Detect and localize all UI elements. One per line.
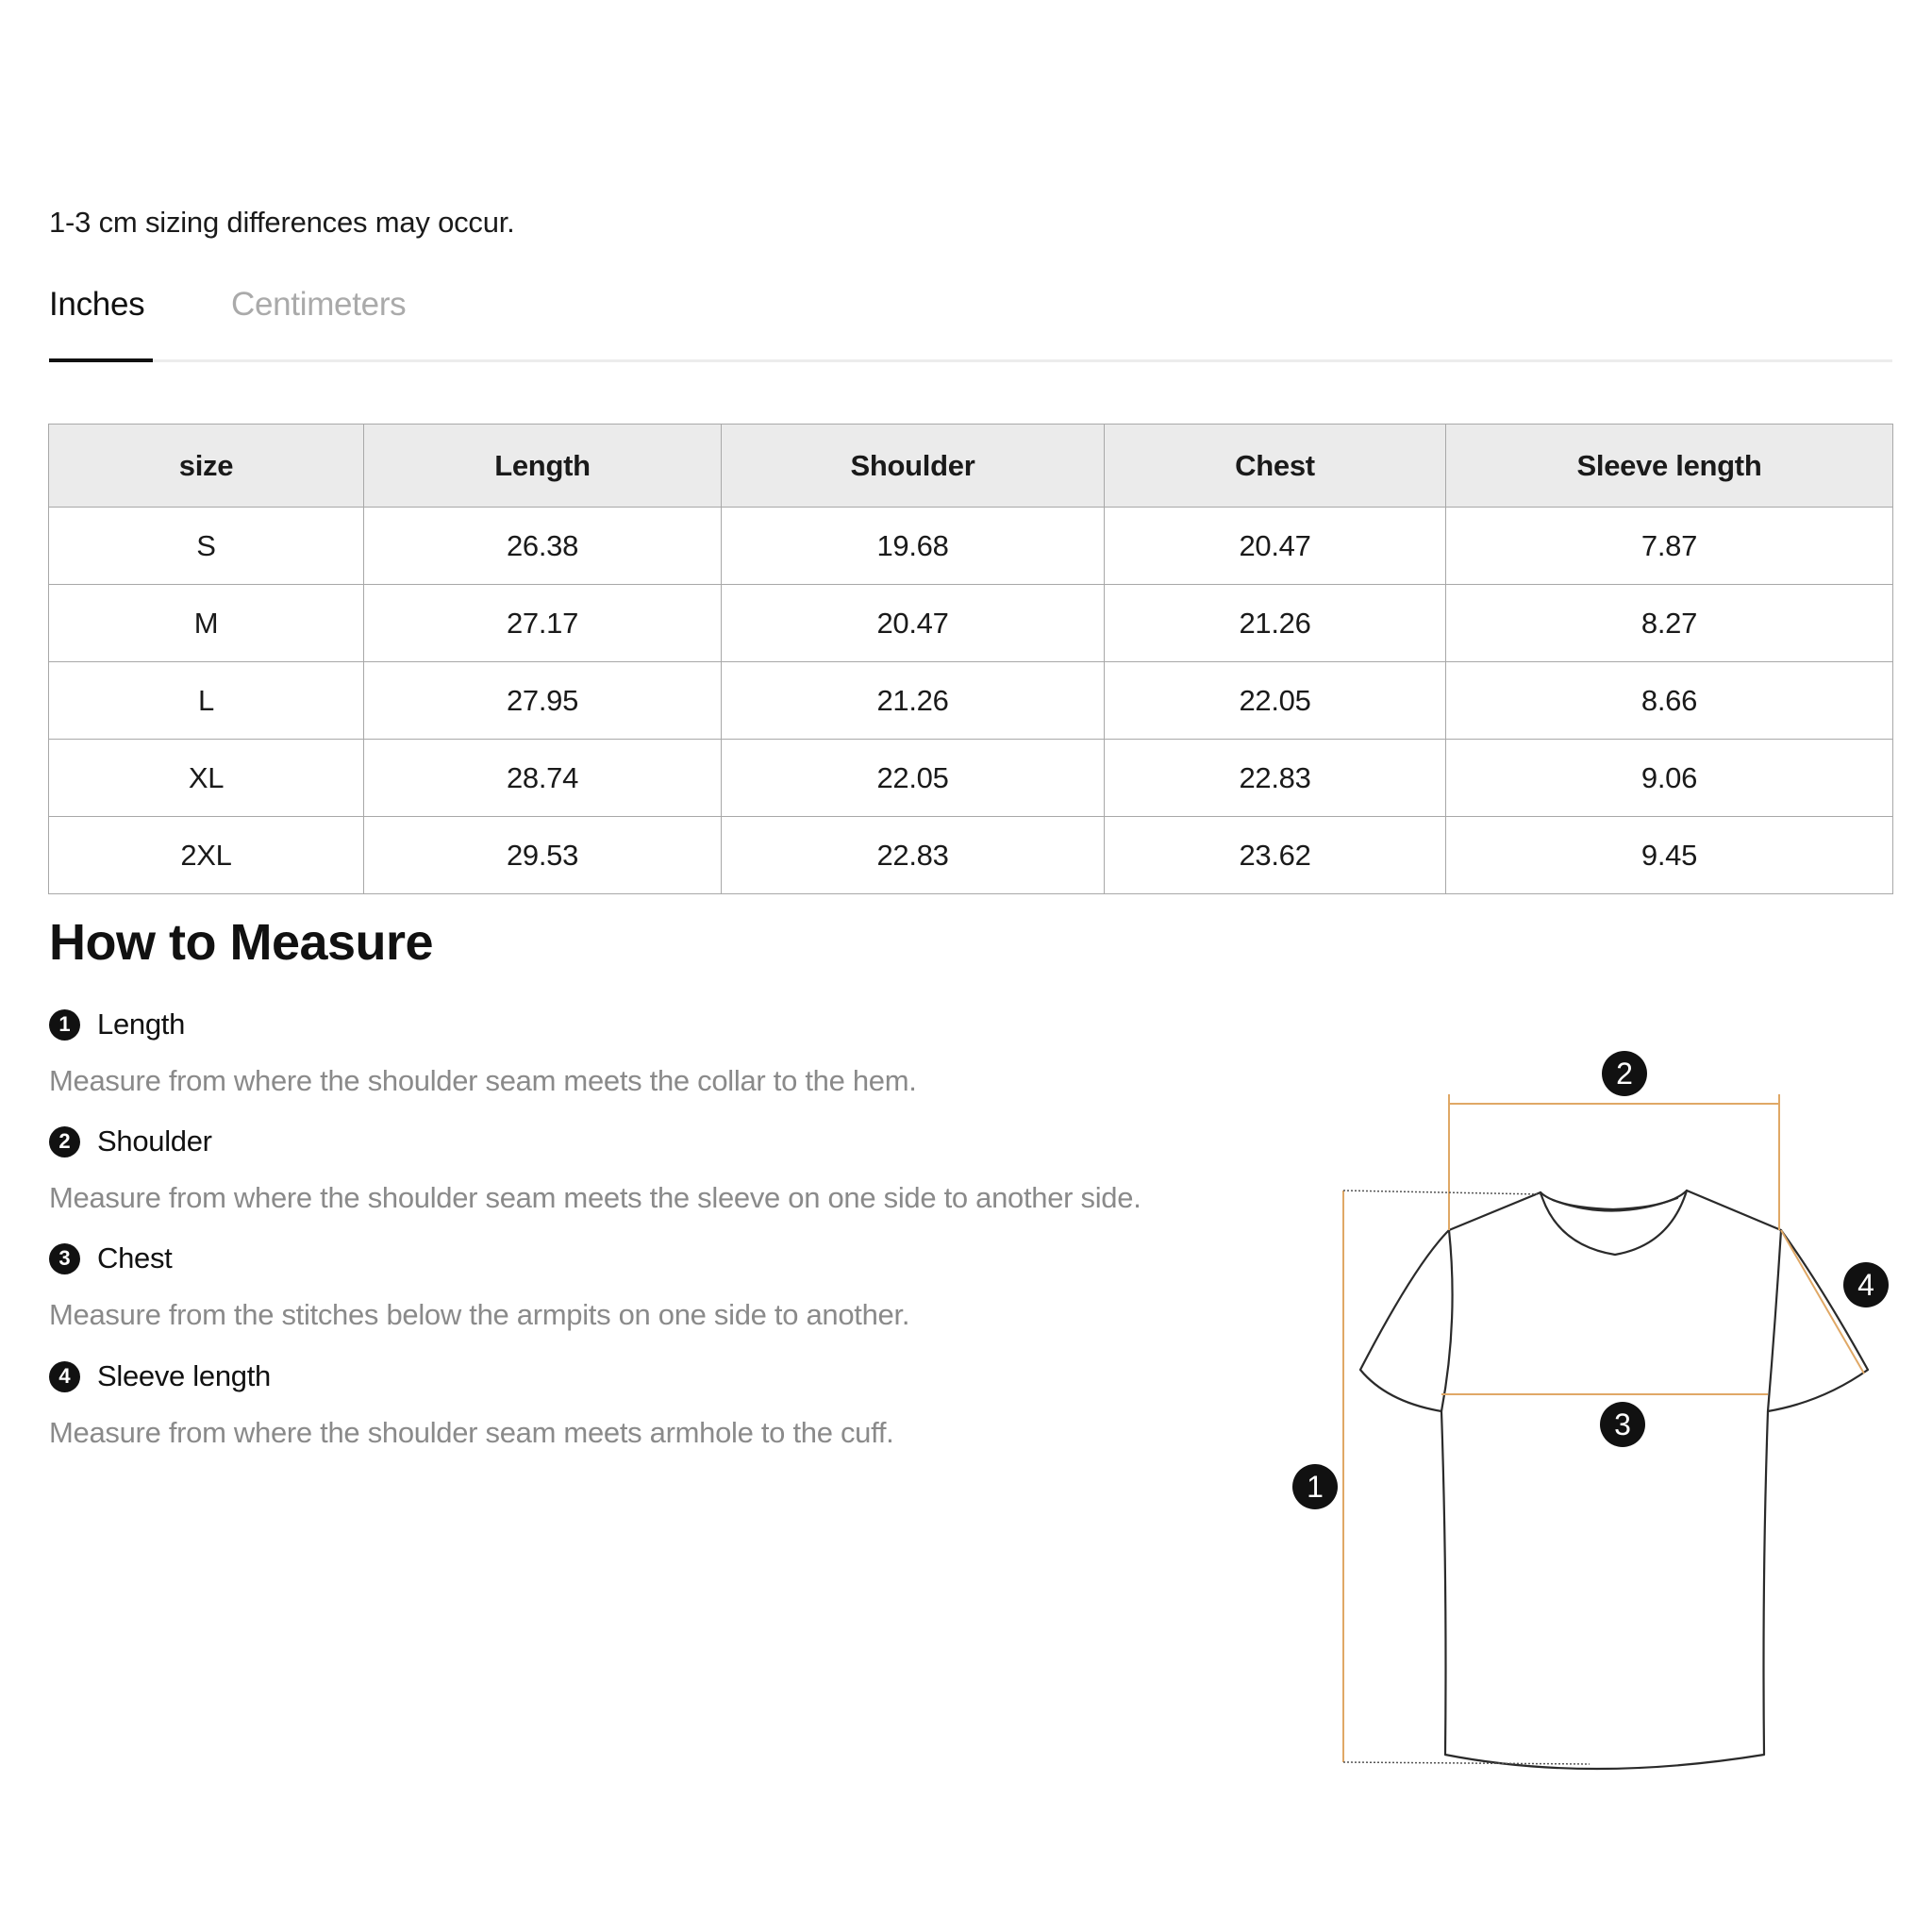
table-cell: 20.47 [1105,508,1446,585]
svg-text:1: 1 [1307,1470,1324,1504]
header-size: size [49,425,364,508]
header-sleeve-length: Sleeve length [1446,425,1893,508]
table-cell: 26.38 [364,508,722,585]
step-title: Shoulder [97,1124,212,1158]
svg-text:4: 4 [1857,1268,1874,1302]
svg-text:3: 3 [1614,1407,1631,1441]
active-tab-indicator [49,358,153,362]
step-number-badge: 4 [49,1361,80,1392]
table-row [49,817,1893,894]
step-title: Length [97,1008,186,1041]
table-row [49,585,1893,662]
table-cell: 20.47 [722,585,1105,662]
header-shoulder: Shoulder [722,425,1105,508]
measure-step-length [49,1006,917,1098]
table-cell: 9.06 [1446,740,1893,817]
table-row [49,740,1893,817]
table-cell: XL [49,740,364,817]
svg-text:2: 2 [1616,1057,1633,1091]
step-title: Sleeve length [97,1359,271,1392]
step-title: Chest [97,1241,173,1274]
table-row [49,662,1893,740]
table-cell: 21.26 [722,662,1105,740]
how-to-measure-title: How to Measure [49,914,434,971]
table-cell: 27.17 [364,585,722,662]
table-cell: 29.53 [364,817,722,894]
unit-tabs [49,278,1892,362]
table-cell: 9.45 [1446,817,1893,894]
table-cell: 8.27 [1446,585,1893,662]
marker-1 [1292,1464,1338,1509]
step-description: Measure from where the shoulder seam meets the collar to the hem. [49,1064,917,1097]
step-number-badge: 3 [49,1243,80,1274]
length-guides [1343,1191,1590,1764]
measure-step-shoulder [49,1123,1141,1215]
table-cell: 23.62 [1105,817,1446,894]
tshirt-outline [1360,1191,1868,1769]
table-header-row [49,425,1893,508]
table-cell: S [49,508,364,585]
table-cell: 8.66 [1446,662,1893,740]
marker-2 [1602,1051,1647,1096]
table-cell: M [49,585,364,662]
marker-3 [1600,1402,1645,1447]
measure-step-sleeve-length [49,1357,893,1450]
table-cell: 22.83 [1105,740,1446,817]
table-cell: 28.74 [364,740,722,817]
table-cell: 7.87 [1446,508,1893,585]
step-description: Measure from where the shoulder seam meets armhole to the cuff. [49,1416,894,1449]
measure-step-chest [49,1240,909,1332]
header-chest: Chest [1105,425,1446,508]
header-length: Length [364,425,722,508]
table-cell: 22.05 [1105,662,1446,740]
tab-centimeters[interactable]: Centimeters [231,286,407,323]
size-table [48,424,1893,894]
table-row [49,508,1893,585]
table-cell: L [49,662,364,740]
table-cell: 22.83 [722,817,1105,894]
table-cell: 21.26 [1105,585,1446,662]
tshirt-diagram [1274,1038,1896,1792]
tshirt-icon [1274,1038,1896,1792]
table-cell: 2XL [49,817,364,894]
step-number-badge: 1 [49,1009,80,1041]
step-description: Measure from the stitches below the armpits on one side to another. [49,1298,910,1331]
table-cell: 22.05 [722,740,1105,817]
table-cell: 19.68 [722,508,1105,585]
sizing-note: 1-3 cm sizing differences may occur. [49,206,515,239]
table-cell: 27.95 [364,662,722,740]
tab-inches[interactable]: Inches [49,286,145,323]
marker-4 [1843,1262,1889,1307]
step-number-badge: 2 [49,1126,80,1158]
step-description: Measure from where the shoulder seam meets the sleeve on one side to another side. [49,1181,1141,1214]
